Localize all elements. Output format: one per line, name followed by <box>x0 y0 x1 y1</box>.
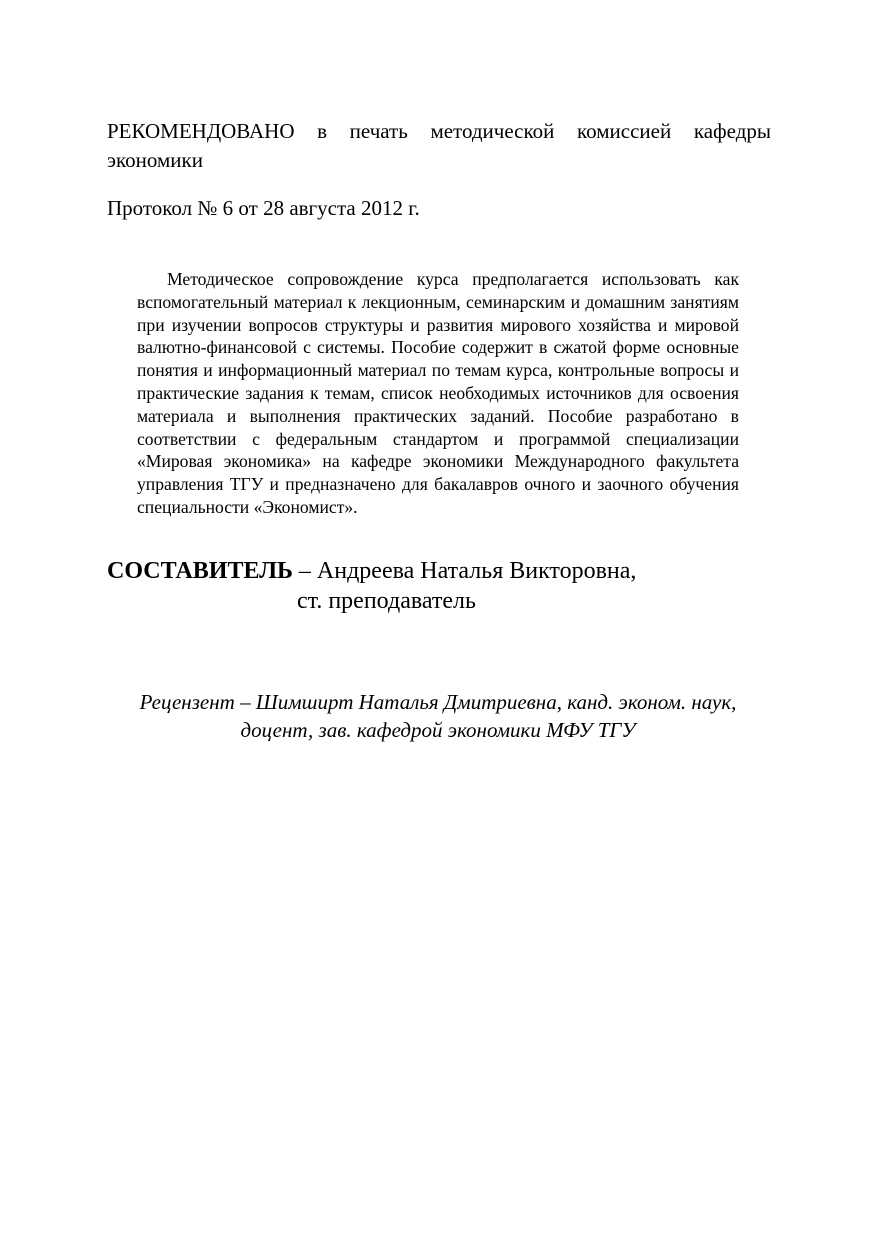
compiler-label: СОСТАВИТЕЛЬ <box>107 558 293 584</box>
reviewer-line-1: Рецензент – Шимширт Наталья Дмитриевна, канд. эконом. наук, <box>139 690 737 714</box>
reviewer-line-2: доцент, зав. кафедрой экономики МФУ ТГУ <box>240 718 636 742</box>
compiler-name: Андреева Наталья Викторовна, <box>316 558 637 584</box>
compiler-block <box>107 556 807 616</box>
annotation-paragraph: Методическое сопровождение курса предполагается использовать как вспомогательный материал к лекционным, семинарским и домашним занятиям при изучении вопросов структуры и развития мирового хозяйства и мировой валютно-финансовой с системы. Пособие содержит в сжатой форме основные понятия и информационный материал по темам курса, контрольные вопросы и практические задания к темам, список необходимых источников для освоения материала и выполнения практических заданий. Пособие разработано в соответствии с федеральным стандартом и программой специализации «Мировая экономика» на кафедре экономики Международного факультета управления ТГУ и предназначено для бакалавров очного и заочного обучения специальности «Экономист». <box>137 269 739 517</box>
reviewer-block <box>60 688 816 744</box>
protocol-line: Протокол № 6 от 28 августа 2012 г. <box>107 196 420 220</box>
recommendation-statement: РЕКОМЕНДОВАНО в печать методической комиссией кафедры экономики <box>107 119 771 172</box>
compiler-position: ст. преподаватель <box>297 588 476 614</box>
compiler-separator: – <box>292 558 317 584</box>
